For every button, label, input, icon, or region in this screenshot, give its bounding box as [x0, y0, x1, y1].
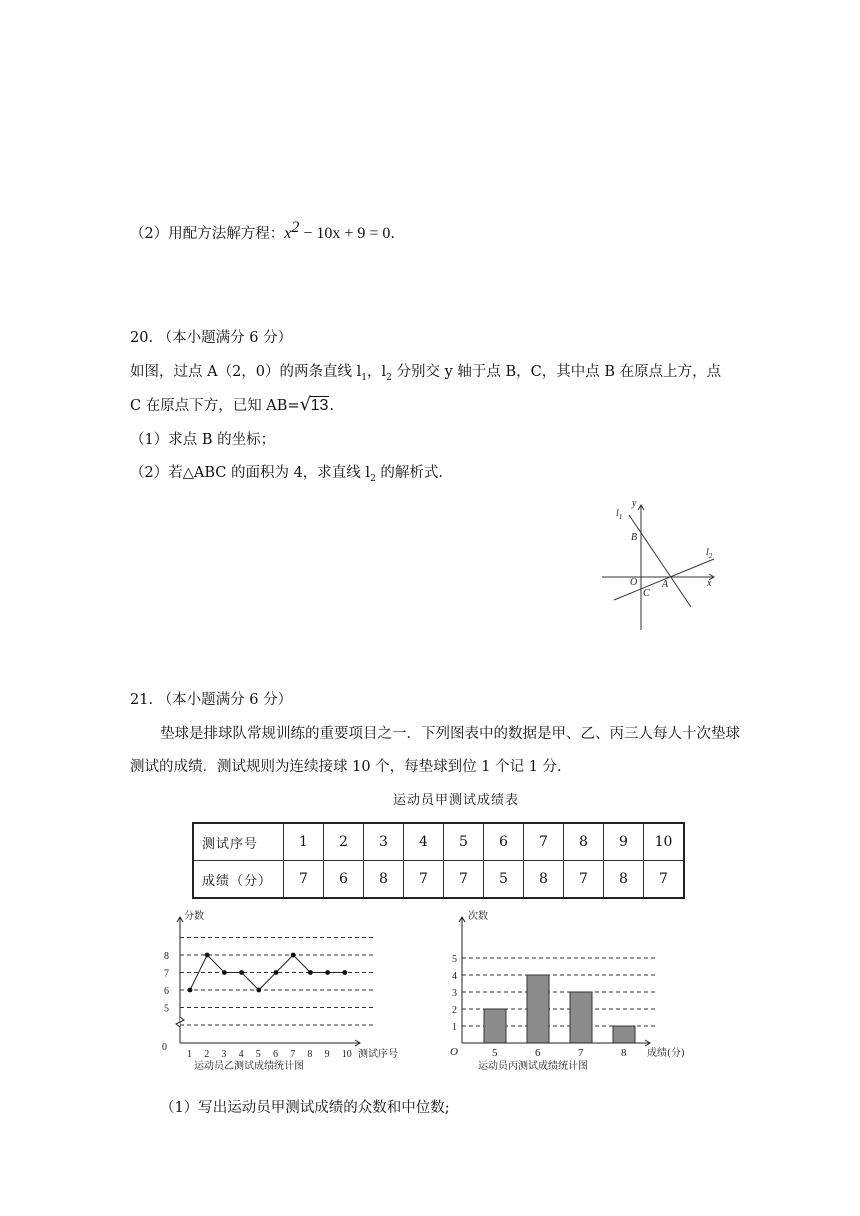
table-cell: 7	[644, 861, 685, 899]
table-cell: 7	[404, 861, 444, 899]
origin-label: 0	[162, 1042, 167, 1053]
table-cell: 8	[604, 861, 644, 899]
x-tick-label: 2	[204, 1049, 210, 1060]
y-tick-label: 1	[452, 1022, 457, 1033]
y-tick-label: 6	[164, 986, 169, 997]
y-axis-label: 次数	[468, 911, 488, 922]
y-tick-label: 3	[452, 988, 457, 999]
q20-part2-sub: 2	[370, 473, 376, 484]
q20-sub1: 1	[361, 372, 368, 383]
equation-rest: − 10x + 9 = 0	[299, 224, 391, 242]
x-tick-label: 7	[290, 1049, 296, 1060]
table-cell: 7	[284, 861, 324, 899]
q20-text-e: .	[329, 398, 334, 414]
q19-part2	[130, 219, 395, 243]
q20-text-b: ，l	[367, 364, 387, 380]
sqrt-value: 13	[310, 397, 329, 414]
q21-paragraph-2: 测试的成绩．测试规则为连续接球 10 个，每垫球到位 1 个记 1 分.	[130, 759, 562, 775]
x-tick-label: 6	[535, 1047, 541, 1059]
q20-text-d: C 在原点下方，已知 AB=	[130, 398, 300, 414]
row-header-score: 成绩（分）	[193, 861, 284, 899]
table-cell: 5	[444, 823, 484, 861]
y-axis-label: 分数	[184, 911, 204, 922]
table-cell: 8	[564, 823, 604, 861]
x-tick-label: 5	[492, 1047, 498, 1059]
label-B: B	[631, 532, 638, 543]
label-l1: $l_1$	[616, 508, 623, 521]
data-point	[274, 970, 279, 975]
q21-part1: （1）写出运动员甲测试成绩的众数和中位数;	[160, 1100, 450, 1116]
x-tick-label: 9	[324, 1049, 330, 1060]
x-tick-label: 1	[187, 1049, 192, 1060]
x-tick-label: 8	[621, 1047, 627, 1059]
y-tick-label: 2	[452, 1005, 457, 1016]
sqrt-expression	[299, 394, 330, 415]
label-A: A	[662, 579, 669, 590]
data-point	[308, 970, 313, 975]
q20-part2	[130, 461, 443, 484]
x-tick-label: 3	[221, 1049, 227, 1060]
line-chart-athlete-yi	[150, 905, 420, 1080]
q20-part1: （1）求点 B 的坐标；	[130, 432, 276, 448]
q20-coordinate-figure	[596, 495, 736, 635]
x-tick-label: 10	[341, 1049, 352, 1060]
q20-part2-b: 的解析式.	[375, 465, 444, 481]
label-O: O	[630, 577, 638, 588]
q20-text-line2	[130, 394, 334, 415]
data-point	[291, 953, 296, 958]
label-x: x	[707, 578, 712, 589]
x-tick-label: 7	[578, 1047, 584, 1059]
label-y: y	[632, 498, 637, 509]
table-cell: 3	[364, 823, 404, 861]
q20-text-line1	[130, 360, 721, 383]
equation-exp: 2	[291, 219, 300, 236]
bar	[570, 992, 592, 1043]
label-C: C	[643, 588, 650, 599]
x-tick-label: 4	[238, 1049, 244, 1060]
origin-label: O	[450, 1046, 458, 1058]
table-cell: 8	[524, 861, 564, 899]
y-tick-label: 4	[452, 971, 457, 982]
table-cell: 1	[284, 823, 324, 861]
x-axis-label: 成绩(分)	[647, 1048, 685, 1059]
q20-part2-a: （2）若△ABC 的面积为 4，求直线 l	[130, 465, 371, 481]
table-title: 运动员甲测试成绩表	[393, 793, 520, 808]
q19-part2-prefix: （2）用配方法解方程：	[130, 225, 285, 242]
table-cell: 7	[524, 823, 564, 861]
q20-sub2: 2	[386, 372, 392, 383]
bar	[484, 1009, 506, 1043]
table-cell: 6	[324, 861, 364, 899]
y-tick-label: 5	[164, 1003, 169, 1015]
data-point	[222, 970, 227, 975]
data-point	[256, 988, 261, 993]
bar-chart-athlete-bing	[440, 905, 720, 1080]
axis-break	[176, 1017, 184, 1027]
table-cell: 8	[364, 861, 404, 899]
table-cell: 7	[564, 861, 604, 899]
table-row-score	[193, 861, 684, 899]
equation-period: .	[390, 225, 396, 242]
bar	[527, 975, 549, 1043]
y-tick-label: 8	[164, 951, 169, 962]
data-point	[205, 953, 210, 958]
y-tick-label: 7	[164, 968, 169, 980]
x-tick-label: 8	[307, 1049, 313, 1060]
data-point	[325, 970, 330, 975]
data-point	[188, 988, 193, 993]
data-point	[342, 970, 347, 975]
table-cell: 9	[604, 823, 644, 861]
table-cell: 4	[404, 823, 444, 861]
table-cell: 6	[484, 823, 524, 861]
radical-sign: √	[299, 394, 312, 415]
q20-text-a: 如图，过点 A（2，0）的两条直线 l	[130, 364, 362, 380]
label-l2: $l_2$	[706, 547, 713, 560]
table-cell: 5	[484, 861, 524, 899]
x-tick-label: 6	[273, 1049, 278, 1060]
x-axis-label: 测试序号	[358, 1049, 398, 1060]
table-cell: 10	[644, 823, 685, 861]
table-cell: 2	[324, 823, 364, 861]
table-row-index	[193, 823, 684, 861]
q20-header: 20. （本小题满分 6 分）	[130, 330, 293, 346]
q20-text-c: 分别交 y 轴于点 B，C，其中点 B 在原点上方，点	[391, 364, 722, 380]
y-tick-label: 5	[452, 954, 457, 965]
table-cell: 7	[444, 861, 484, 899]
data-point	[239, 970, 244, 975]
x-tick-label: 5	[255, 1049, 261, 1060]
line-l1	[629, 515, 691, 607]
score-table	[192, 822, 685, 899]
chart-title: 运动员乙测试成绩统计图	[194, 1061, 304, 1072]
equation-var: x	[284, 224, 292, 242]
q21-header: 21. （本小题满分 6 分）	[130, 692, 293, 708]
chart-title: 运动员丙测试成绩统计图	[478, 1061, 588, 1072]
bar	[613, 1026, 635, 1043]
row-header-index: 测试序号	[193, 823, 284, 861]
q21-paragraph-1: 垫球是排球队常规训练的重要项目之一．下列图表中的数据是甲、乙、丙三人每人十次垫球	[160, 726, 740, 742]
